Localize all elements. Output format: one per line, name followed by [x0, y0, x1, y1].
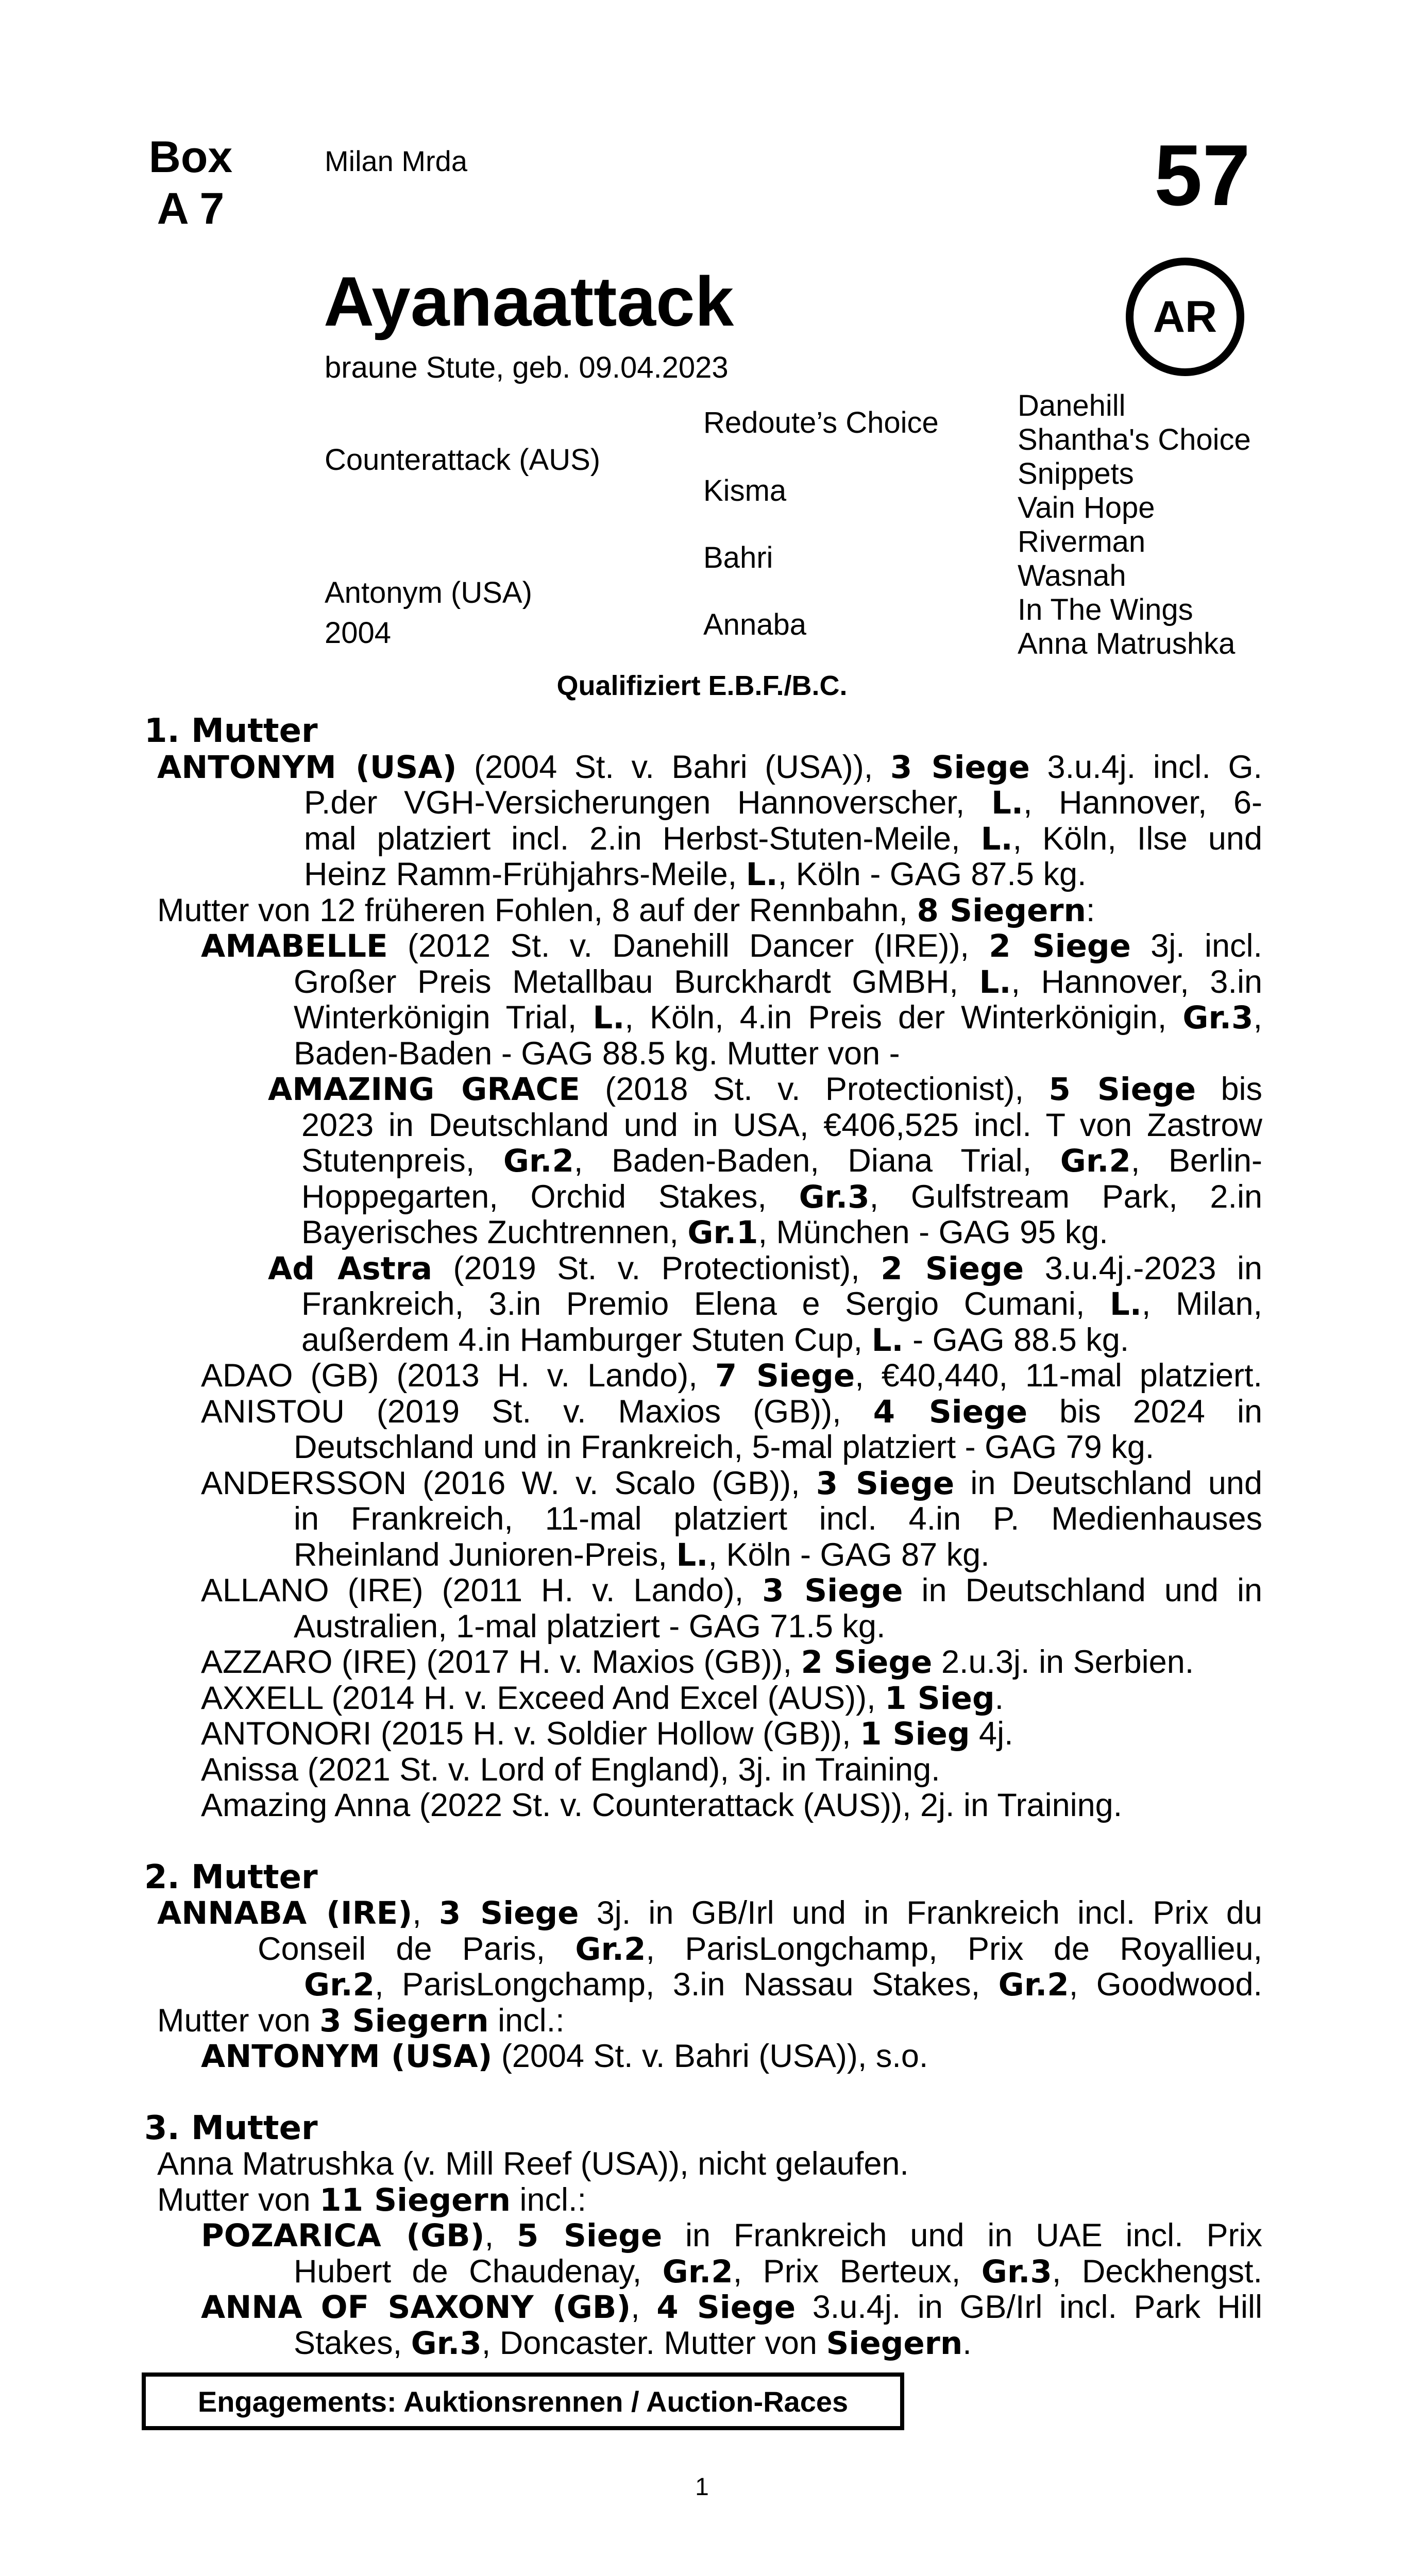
- ad-astra-line: Frankreich, 3.in Premio Elena e Sergio Cumani, L., Milan,: [301, 1286, 1262, 1323]
- section-heading-second-dam: 2. Mutter: [144, 1858, 318, 1896]
- sibling-line: ADAO (GB) (2013 H. v. Lando), 7 Siege, €40,440, 11-mal platziert.: [201, 1358, 1262, 1394]
- sibling-line: in Frankreich, 11-mal platziert incl. 4.in P. Medienhauses: [294, 1501, 1262, 1537]
- amabelle-line: Baden-Baden - GAG 88.5 kg. Mutter von -: [294, 1035, 900, 1072]
- pedigree-great-grandparent: Anna Matrushka: [1018, 627, 1236, 660]
- ar-badge-icon: [1126, 258, 1244, 376]
- lot-number: 57: [1154, 127, 1250, 224]
- amazing-grace-line: Bayerisches Zuchtrennen, Gr.1, München - GAG 95 kg.: [301, 1214, 1108, 1251]
- sibling-line: Amazing Anna (2022 St. v. Counterattack (AUS)), 2j. in Training.: [201, 1787, 1123, 1823]
- sibling-line: ANTONORI (2015 H. v. Soldier Hollow (GB)), 1 Sieg 4j.: [201, 1716, 1013, 1752]
- third-dam-child-line: Stakes, Gr.3, Doncaster. Mutter von Siegern.: [294, 2325, 972, 2362]
- pedigree-great-grandparent: Vain Hope: [1018, 491, 1155, 524]
- amazing-grace-line: Stutenpreis, Gr.2, Baden-Baden, Diana Trial, Gr.2, Berlin-: [301, 1143, 1262, 1179]
- first-dam-line: Heinz Ramm-Frühjahrs-Meile, L., Köln - GAG 87.5 kg.: [304, 856, 1087, 893]
- horse-description: braune Stute, geb. 09.04.2023: [325, 351, 729, 384]
- ad-astra-line: außerdem 4.in Hamburger Stuten Cup, L. - GAG 88.5 kg.: [301, 1321, 1129, 1359]
- horse-name: Ayanaattack: [324, 262, 734, 341]
- engagements-text: Engagements: Auktionsrennen / Auction-Races: [197, 2385, 849, 2418]
- sibling-line: AZZARO (IRE) (2017 H. v. Maxios (GB)), 2 Siege 2.u.3j. in Serbien.: [201, 1644, 1194, 1681]
- pedigree-grandparent: Bahri: [703, 541, 773, 574]
- first-dam-line: mal platziert incl. 2.in Herbst-Stuten-Meile, L., Köln, Ilse und: [304, 820, 1262, 857]
- first-dam-produce: Mutter von 12 früheren Fohlen, 8 auf der Rennbahn, 8 Siegern:: [157, 892, 1095, 929]
- ad-astra-line: Ad Astra (2019 St. v. Protectionist), 2 Siege 3.u.4j.-2023 in: [268, 1250, 1262, 1287]
- sibling-line: ALLANO (IRE) (2011 H. v. Lando), 3 Siege in Deutschland und in: [201, 1572, 1262, 1609]
- sibling-line: Deutschland und in Frankreich, 5-mal platziert - GAG 79 kg.: [294, 1429, 1155, 1465]
- first-dam-line: P.der VGH-Versicherungen Hannoverscher, L., Hannover, 6-: [304, 785, 1263, 821]
- qualification: Qualifiziert E.B.F./B.C.: [556, 670, 848, 701]
- pedigree-great-grandparent: Riverman: [1018, 525, 1146, 558]
- second-dam-child: ANTONYM (USA) (2004 St. v. Bahri (USA)), s.o.: [201, 2038, 928, 2075]
- third-dam-child-line: Hubert de Chaudenay, Gr.2, Prix Berteux, Gr.3, Deckhengst.: [294, 2253, 1263, 2290]
- amabelle-line: Großer Preis Metallbau Burckhardt GMBH, L., Hannover, 3.in: [294, 963, 1263, 1001]
- second-dam-produce: Mutter von 3 Siegern incl.:: [157, 2002, 565, 2039]
- sibling-line: ANDERSSON (2016 W. v. Scalo (GB)), 3 Siege in Deutschland und: [201, 1465, 1262, 1502]
- sibling-line: Rheinland Junioren-Preis, L., Köln - GAG 87 kg.: [294, 1536, 990, 1573]
- third-dam-produce: Mutter von 11 Siegern incl.:: [157, 2181, 587, 2218]
- pedigree-great-grandparent: Wasnah: [1018, 559, 1126, 592]
- pedigree-grandparent: Kisma: [703, 474, 787, 507]
- engagements-box: [142, 2372, 904, 2430]
- breeder-name: Milan Mrda: [325, 145, 467, 177]
- third-dam-child-line: ANNA OF SAXONY (GB), 4 Siege 3.u.4j. in GB/Irl incl. Park Hill: [201, 2289, 1262, 2326]
- pedigree-great-grandparent: In The Wings: [1018, 593, 1193, 626]
- pedigree-great-grandparent: Shantha's Choice: [1018, 423, 1251, 456]
- amabelle-line: Winterkönigin Trial, L., Köln, 4.in Preis der Winterkönigin, Gr.3,: [294, 999, 1262, 1036]
- sibling-line: ANISTOU (2019 St. v. Maxios (GB)), 4 Siege bis 2024 in: [201, 1393, 1262, 1430]
- box-label-line1: Box: [148, 132, 233, 182]
- third-dam-line: Anna Matrushka (v. Mill Reef (USA)), nicht gelaufen.: [157, 2146, 909, 2182]
- sibling-line: AXXELL (2014 H. v. Exceed And Excel (AUS)), 1 Sieg.: [201, 1680, 1004, 1717]
- section-heading-third-dam: 3. Mutter: [144, 2109, 318, 2147]
- pedigree-great-grandparent: Snippets: [1018, 457, 1134, 490]
- box-label: [144, 131, 237, 234]
- box-label-line2: A 7: [157, 184, 225, 233]
- pedigree-dam: Antonym (USA): [325, 576, 532, 609]
- sibling-line: Australien, 1-mal platziert - GAG 71.5 kg.: [294, 1608, 886, 1645]
- amazing-grace-line: Hoppegarten, Orchid Stakes, Gr.3, Gulfstream Park, 2.in: [301, 1178, 1262, 1215]
- third-dam-child-line: POZARICA (GB), 5 Siege in Frankreich und in UAE incl. Prix: [201, 2217, 1262, 2254]
- pedigree-dam-year: 2004: [325, 616, 392, 650]
- amazing-grace-line: AMAZING GRACE (2018 St. v. Protectionist), 5 Siege bis: [268, 1071, 1263, 1108]
- pedigree-grandparent: Annaba: [703, 608, 806, 641]
- section-heading-first-dam: 1. Mutter: [144, 712, 318, 750]
- sibling-line: Anissa (2021 St. v. Lord of England), 3j. in Training.: [201, 1751, 940, 1788]
- amazing-grace-line: 2023 in Deutschland und in USA, €406,525 incl. T von Zastrow: [301, 1107, 1262, 1143]
- pedigree-sire: Counterattack (AUS): [325, 443, 601, 477]
- ar-badge-text: AR: [1153, 292, 1217, 342]
- second-dam-line: Conseil de Paris, Gr.2, ParisLongchamp, Prix de Royallieu,: [258, 1930, 1262, 1968]
- second-dam-line: ANNABA (IRE), 3 Siege 3j. in GB/Irl und in Frankreich incl. Prix du: [157, 1895, 1263, 1931]
- amabelle-line: AMABELLE (2012 St. v. Danehill Dancer (IRE)), 2 Siege 3j. incl.: [201, 928, 1262, 964]
- pedigree-great-grandparents: [1018, 389, 1251, 661]
- pedigree-great-grandparent: Danehill: [1018, 389, 1126, 422]
- second-dam-line: Gr.2, ParisLongchamp, 3.in Nassau Stakes, Gr.2, Goodwood.: [304, 1967, 1262, 2003]
- catalogue-body: [144, 714, 1262, 2361]
- pedigree-grandparent: Redoute’s Choice: [703, 406, 939, 439]
- first-dam-line: ANTONYM (USA) (2004 St. v. Bahri (USA)), 3 Siege 3.u.4j. incl. G.: [157, 749, 1263, 786]
- page-number: 1: [695, 2473, 709, 2501]
